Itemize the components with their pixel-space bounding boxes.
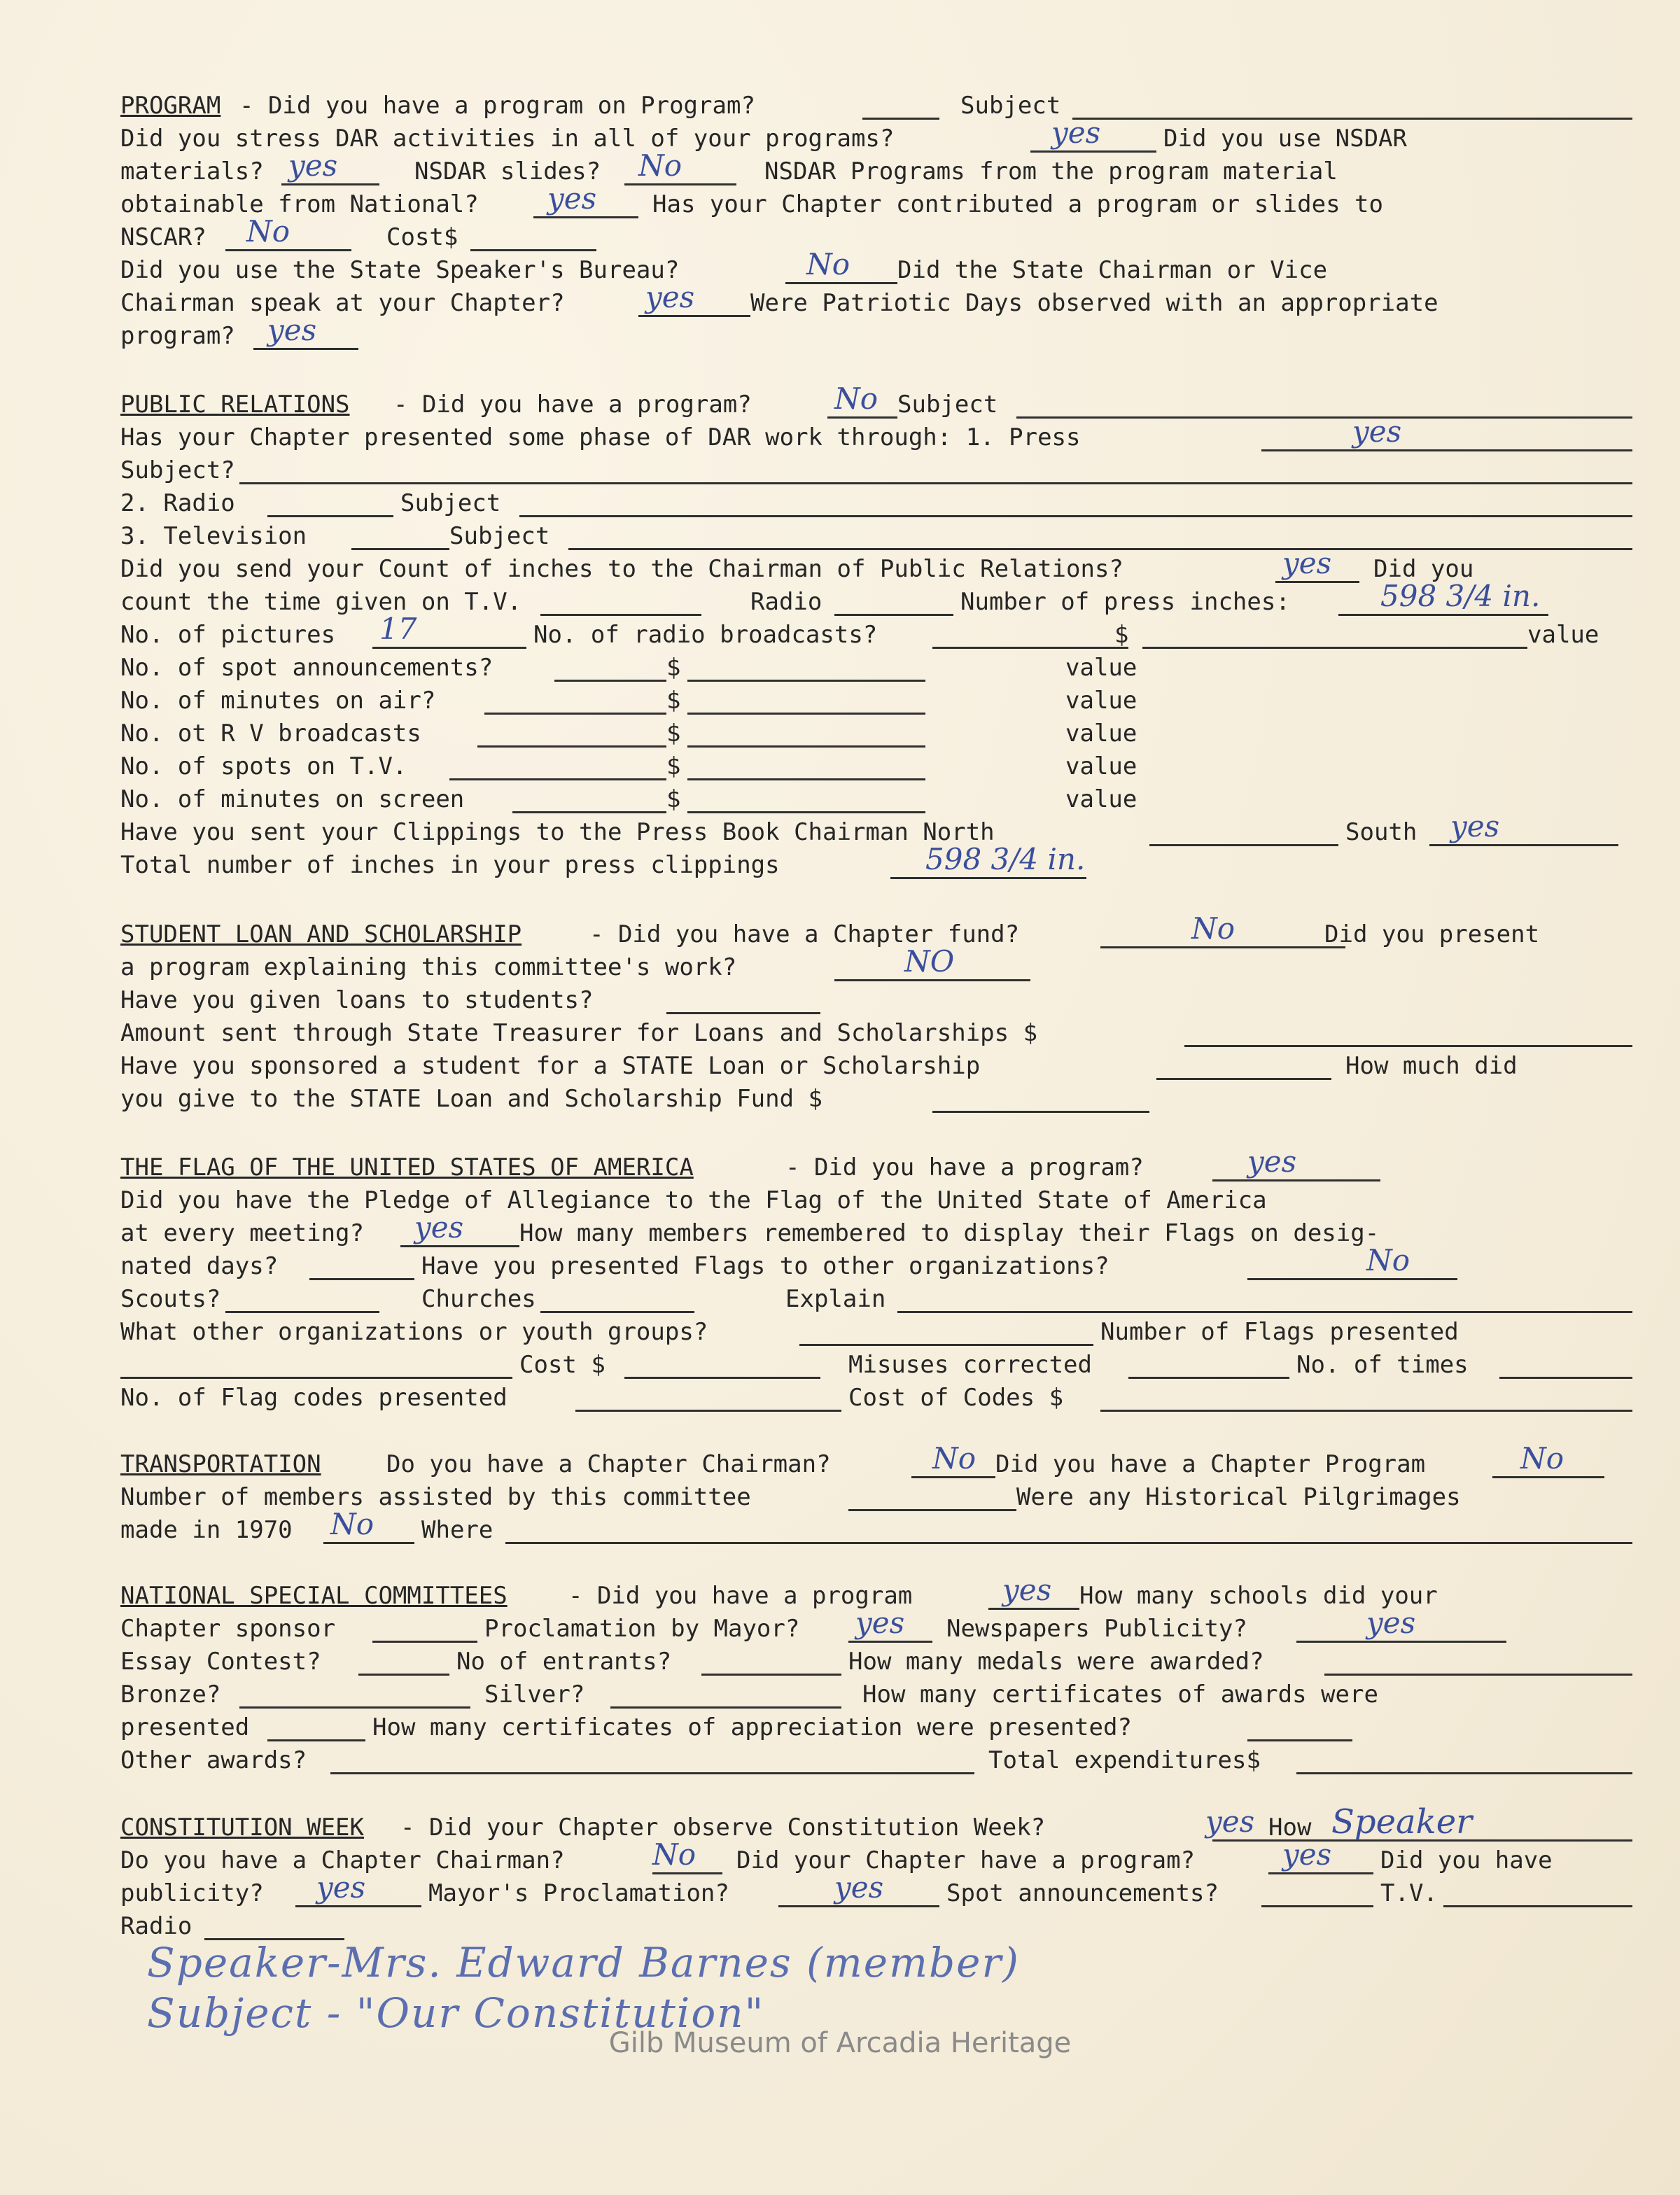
loan-line-5 bbox=[120, 1050, 1632, 1082]
loan-line-4 bbox=[120, 1017, 1632, 1049]
handwritten-answer: yes bbox=[267, 313, 317, 347]
program-line-6 bbox=[120, 247, 1632, 286]
label: - Did your Chapter observe Constitution Week? bbox=[400, 1814, 1046, 1842]
blank-line bbox=[1261, 1877, 1373, 1907]
nsc-line-3 bbox=[120, 1646, 1632, 1678]
flag-line-5 bbox=[120, 1283, 1632, 1315]
label: Has your Chapter presented some phase of DAR work through: 1. Press bbox=[120, 423, 1081, 451]
label: Did you use the State Speaker's Bureau? bbox=[120, 256, 680, 284]
blank-line bbox=[449, 750, 666, 780]
label: No. of minutes on screen bbox=[120, 785, 465, 813]
blank-line bbox=[1443, 1877, 1632, 1907]
nsc-line-2 bbox=[120, 1606, 1632, 1645]
blank-line bbox=[512, 783, 666, 813]
label: Number of Flags presented bbox=[1100, 1318, 1459, 1346]
label: Silver? bbox=[484, 1681, 585, 1709]
blank-line bbox=[687, 685, 925, 715]
loan-line-3 bbox=[120, 984, 1632, 1016]
handwritten-answer: yes bbox=[1352, 414, 1402, 449]
label: made in 1970 bbox=[120, 1516, 293, 1544]
label: How many medals were awarded? bbox=[848, 1648, 1264, 1676]
label: Amount sent through State Treasurer for Loans and Scholarships $ bbox=[120, 1019, 1038, 1047]
label: Subject bbox=[960, 92, 1061, 120]
handwritten-answer: No bbox=[1191, 911, 1236, 946]
label: Did you send your Count of inches to the Chairman of Public Relations? bbox=[120, 555, 1124, 583]
blank-line bbox=[484, 685, 666, 715]
label: - Did you have a program? bbox=[785, 1153, 1144, 1181]
blank-line bbox=[575, 1382, 841, 1412]
blank-line bbox=[1072, 90, 1632, 120]
label: Newspapers Publicity? bbox=[946, 1615, 1247, 1643]
section-title-student-loan: STUDENT LOAN AND SCHOLARSHIP bbox=[120, 920, 522, 948]
label: 3. Television bbox=[120, 522, 307, 550]
label: - Did you have a program on Program? bbox=[239, 92, 755, 120]
loan-line-1 bbox=[120, 911, 1632, 951]
label: value bbox=[1065, 752, 1138, 780]
handwritten-answer: yes bbox=[855, 1606, 905, 1640]
label: 2. Radio bbox=[120, 489, 235, 517]
label: Total expenditures$ bbox=[988, 1746, 1261, 1774]
blank-line bbox=[477, 717, 666, 748]
pr-line-15 bbox=[120, 842, 1632, 881]
label: Radio bbox=[750, 588, 822, 616]
label: No. ot R V broadcasts bbox=[120, 720, 421, 748]
blank-line bbox=[1324, 1646, 1632, 1676]
label: nated days? bbox=[120, 1252, 279, 1280]
pr-line-8 bbox=[120, 612, 1632, 651]
pr-line-2 bbox=[120, 414, 1632, 454]
label: No. of spots on T.V. bbox=[120, 752, 407, 780]
label: Subject bbox=[400, 489, 501, 517]
loan-line-2 bbox=[120, 944, 1632, 983]
blank-line bbox=[519, 487, 1632, 517]
handwritten-answer: yes bbox=[288, 148, 338, 183]
handwritten-answer: yes bbox=[414, 1210, 464, 1244]
label: Did you have the Pledge of Allegiance to the Flag of the United State of America bbox=[120, 1186, 1267, 1214]
blank-line bbox=[666, 984, 820, 1014]
label: value bbox=[1065, 720, 1138, 748]
label: No. of minutes on air? bbox=[120, 687, 436, 715]
blank-line bbox=[540, 1283, 694, 1313]
pr-line-14 bbox=[120, 809, 1632, 848]
handwritten-answer: NO bbox=[904, 944, 955, 979]
loan-line-6 bbox=[120, 1083, 1632, 1115]
label: value bbox=[1065, 654, 1138, 682]
handwritten-answer: No bbox=[806, 247, 850, 281]
blank-line bbox=[701, 1646, 841, 1676]
label: Do you have a Chapter Chairman? bbox=[120, 1846, 565, 1874]
nsc-line-6 bbox=[120, 1744, 1632, 1776]
pr-line-7 bbox=[120, 579, 1632, 618]
handwritten-answer: No bbox=[330, 1507, 374, 1541]
blank-line bbox=[687, 783, 925, 813]
label: How much did bbox=[1345, 1052, 1518, 1080]
handwritten-answer: 598 3/4 in. bbox=[925, 842, 1086, 876]
label: Have you sent your Clippings to the Press Book Chairman North bbox=[120, 818, 995, 846]
label: Chairman speak at your Chapter? bbox=[120, 289, 565, 317]
label: Number of press inches: bbox=[960, 588, 1290, 616]
program-line-2 bbox=[120, 115, 1632, 155]
label: Have you presented Flags to other organizations? bbox=[421, 1252, 1110, 1280]
trans-line-3 bbox=[120, 1507, 1632, 1546]
blank-line bbox=[351, 520, 449, 550]
trans-line-1 bbox=[120, 1441, 1632, 1480]
handwritten-answer: yes bbox=[316, 1870, 366, 1905]
handwritten-answer: yes bbox=[1282, 1837, 1332, 1872]
handwritten-answer: No bbox=[932, 1441, 976, 1475]
handwritten-answer: yes bbox=[1450, 809, 1500, 843]
blank-line bbox=[540, 586, 701, 616]
blank-line bbox=[687, 717, 925, 748]
flag-line-8 bbox=[120, 1382, 1632, 1414]
pr-line-1 bbox=[120, 381, 1632, 421]
label: a program explaining this committee's work? bbox=[120, 953, 737, 981]
label: Were any Historical Pilgrimages bbox=[1016, 1483, 1461, 1511]
label: Mayor's Proclamation? bbox=[428, 1879, 729, 1907]
label: - Did you have a Chapter fund? bbox=[589, 920, 1020, 948]
label: - Did you have a program bbox=[568, 1582, 913, 1610]
handwritten-answer: yes bbox=[834, 1870, 884, 1905]
blank-line bbox=[358, 1646, 449, 1676]
blank-line bbox=[267, 1711, 365, 1741]
blank-line bbox=[834, 586, 953, 616]
pr-line-12 bbox=[120, 750, 1632, 783]
handwritten-answer: No bbox=[834, 381, 878, 416]
label: Bronze? bbox=[120, 1681, 221, 1709]
label: Subject? bbox=[120, 456, 235, 484]
label: Proclamation by Mayor? bbox=[484, 1615, 800, 1643]
blank-line bbox=[897, 1283, 1632, 1313]
blank-line bbox=[1100, 1382, 1632, 1412]
label: $ bbox=[666, 654, 681, 682]
label: Were Patriotic Days observed with an appropriate bbox=[750, 289, 1438, 317]
blank-line bbox=[1184, 1017, 1632, 1047]
label: Did you have a Chapter Program bbox=[995, 1450, 1426, 1478]
blank-line bbox=[1499, 1349, 1632, 1379]
label: How many members remembered to display their Flags on desig- bbox=[519, 1219, 1380, 1247]
label: No. of radio broadcasts? bbox=[533, 621, 878, 649]
label: T.V. bbox=[1380, 1879, 1438, 1907]
handwritten-answer: yes bbox=[1247, 1144, 1297, 1179]
handwritten-answer: No bbox=[1366, 1243, 1410, 1277]
label: Other awards? bbox=[120, 1746, 307, 1774]
blank-line bbox=[862, 90, 939, 120]
program-line-1 bbox=[120, 90, 1632, 122]
label: Subject bbox=[449, 522, 550, 550]
const-line-1 bbox=[120, 1802, 1632, 1844]
watermark-footer: Gilb Museum of Arcadia Heritage bbox=[608, 2027, 1072, 2059]
label: No. of Flag codes presented bbox=[120, 1384, 507, 1412]
handwritten-answer: No bbox=[1520, 1441, 1564, 1475]
label: obtainable from National? bbox=[120, 190, 479, 218]
label: value bbox=[1065, 687, 1138, 715]
label: Has your Chapter contributed a program or slides to bbox=[652, 190, 1383, 218]
handwritten-answer: 598 3/4 in. bbox=[1380, 579, 1541, 613]
handwritten-note-subject: Subject - "Our Constitution" bbox=[147, 1989, 765, 2037]
blank-line bbox=[624, 1349, 820, 1379]
handwritten-answer: No bbox=[246, 214, 290, 248]
label: count the time given on T.V. bbox=[120, 588, 522, 616]
handwritten-answer: No bbox=[638, 148, 682, 183]
program-line-8 bbox=[120, 313, 1632, 352]
label: NSDAR slides? bbox=[414, 157, 601, 185]
section-title-transportation: TRANSPORTATION bbox=[120, 1450, 321, 1478]
label: Radio bbox=[120, 1912, 192, 1940]
label: South bbox=[1345, 818, 1418, 846]
label: value bbox=[1065, 785, 1138, 813]
label: Have you sponsored a student for a STATE Loan or Scholarship bbox=[120, 1052, 981, 1080]
label: presented bbox=[120, 1713, 250, 1741]
section-title-constitution-week: CONSTITUTION WEEK bbox=[120, 1814, 364, 1842]
label: Misuses corrected bbox=[848, 1351, 1092, 1379]
blank-line bbox=[799, 1316, 1093, 1346]
label: $ bbox=[666, 687, 681, 715]
blank-line bbox=[1128, 1349, 1289, 1379]
label: Where bbox=[421, 1516, 493, 1544]
label: Cost $ bbox=[519, 1351, 606, 1379]
label: Did your Chapter have a program? bbox=[736, 1846, 1196, 1874]
program-line-7 bbox=[120, 280, 1632, 319]
flag-line-2 bbox=[120, 1184, 1632, 1216]
blank-line bbox=[932, 1083, 1149, 1113]
label: Cost of Codes $ bbox=[848, 1384, 1064, 1412]
blank-line bbox=[1296, 1744, 1632, 1774]
handwritten-answer: yes bbox=[1366, 1606, 1416, 1640]
flag-line-7 bbox=[120, 1349, 1632, 1381]
blank-line bbox=[225, 1283, 379, 1313]
blank-line bbox=[267, 487, 393, 517]
label: What other organizations or youth groups? bbox=[120, 1318, 708, 1346]
blank-line bbox=[1156, 1050, 1331, 1080]
blank-line bbox=[239, 1678, 470, 1709]
handwritten-answer: yes bbox=[1051, 115, 1101, 150]
blank-line bbox=[932, 619, 1128, 649]
label: How many schools did your bbox=[1079, 1582, 1438, 1610]
blank-line bbox=[309, 1250, 414, 1280]
label: $ bbox=[666, 752, 681, 780]
label: value bbox=[1527, 621, 1600, 649]
label: Total number of inches in your press clippings bbox=[120, 851, 780, 879]
label: $ bbox=[666, 785, 681, 813]
blank-line bbox=[330, 1744, 974, 1774]
pr-line-4 bbox=[120, 487, 1632, 519]
section-title-program: PROGRAM bbox=[120, 92, 221, 120]
label: NSCAR? bbox=[120, 223, 206, 251]
blank-line bbox=[1016, 388, 1632, 419]
label: $ bbox=[666, 720, 681, 748]
blank-line bbox=[470, 221, 596, 251]
label: Did the State Chairman or Vice bbox=[897, 256, 1328, 284]
label: Did you have bbox=[1380, 1846, 1553, 1874]
label: Do you have a Chapter Chairman? bbox=[386, 1450, 831, 1478]
blank-line bbox=[687, 652, 925, 682]
handwritten-answer: yes bbox=[547, 181, 597, 216]
pr-line-5 bbox=[120, 520, 1632, 552]
blank-line bbox=[505, 1514, 1632, 1544]
label: Explain bbox=[785, 1285, 886, 1313]
label: Did you present bbox=[1324, 920, 1540, 948]
label: Did you bbox=[1373, 555, 1474, 583]
blank-line bbox=[1247, 1250, 1457, 1280]
blank-line bbox=[568, 520, 1632, 550]
pr-line-10 bbox=[120, 685, 1632, 717]
blank-line bbox=[848, 1481, 1016, 1511]
handwritten-answer: yes bbox=[1002, 1573, 1052, 1607]
handwritten-answer: Speaker bbox=[1331, 1802, 1473, 1842]
label: at every meeting? bbox=[120, 1219, 364, 1247]
label: $ bbox=[1114, 621, 1129, 649]
label: No. of times bbox=[1296, 1351, 1469, 1379]
blank-line bbox=[554, 652, 666, 682]
label: program? bbox=[120, 322, 235, 350]
section-title-flag: THE FLAG OF THE UNITED STATES OF AMERICA bbox=[120, 1153, 694, 1181]
label: NSDAR Programs from the program material bbox=[764, 157, 1338, 185]
label: Cost$ bbox=[386, 223, 458, 251]
pr-line-3 bbox=[120, 454, 1632, 486]
nsc-line-5 bbox=[120, 1711, 1632, 1744]
flag-line-6 bbox=[120, 1316, 1632, 1348]
blank-line bbox=[1247, 1711, 1352, 1741]
pr-line-9 bbox=[120, 652, 1632, 684]
blank-line bbox=[610, 1678, 841, 1709]
program-line-3 bbox=[120, 148, 1632, 188]
label: Chapter sponsor bbox=[120, 1615, 336, 1643]
handwritten-note-speaker: Speaker-Mrs. Edward Barnes (member) bbox=[147, 1939, 1020, 1986]
label: How many certificates of appreciation were presented? bbox=[372, 1713, 1132, 1741]
blank-line bbox=[204, 1910, 344, 1940]
const-line-3 bbox=[120, 1870, 1632, 1909]
label: Have you given loans to students? bbox=[120, 986, 594, 1014]
label: Subject bbox=[897, 391, 998, 419]
label: publicity? bbox=[120, 1879, 264, 1907]
blank-line bbox=[1261, 421, 1632, 451]
label: materials? bbox=[120, 157, 264, 185]
section-title-national-special-committees: NATIONAL SPECIAL COMMITTEES bbox=[120, 1582, 507, 1610]
handwritten-answer: yes bbox=[645, 280, 695, 314]
label: No of entrants? bbox=[456, 1648, 672, 1676]
label: Essay Contest? bbox=[120, 1648, 321, 1676]
nsc-line-4 bbox=[120, 1678, 1632, 1711]
pr-line-13 bbox=[120, 783, 1632, 815]
pr-line-11 bbox=[120, 717, 1632, 750]
blank-line bbox=[1142, 619, 1527, 649]
program-line-5 bbox=[120, 214, 1632, 253]
label: No. of spot announcements? bbox=[120, 654, 493, 682]
section-title-public-relations: PUBLIC RELATIONS bbox=[120, 391, 350, 419]
label: No. of pictures bbox=[120, 621, 336, 649]
label: - Did you have a program? bbox=[393, 391, 752, 419]
const-line-4 bbox=[120, 1910, 1632, 1942]
label: How bbox=[1268, 1814, 1312, 1842]
label: Scouts? bbox=[120, 1285, 221, 1313]
blank-line bbox=[239, 454, 1632, 484]
label: How many certificates of awards were bbox=[862, 1681, 1378, 1709]
blank-line bbox=[372, 1613, 477, 1643]
blank-line bbox=[687, 750, 925, 780]
label: Spot announcements? bbox=[946, 1879, 1219, 1907]
label: you give to the STATE Loan and Scholarship Fund $ bbox=[120, 1085, 823, 1113]
handwritten-answer: 17 bbox=[379, 612, 417, 646]
flag-line-1 bbox=[120, 1144, 1632, 1184]
label: Churches bbox=[421, 1285, 536, 1313]
label: Did you use NSDAR bbox=[1163, 125, 1407, 153]
label: Number of members assisted by this committee bbox=[120, 1483, 751, 1511]
handwritten-answer: yes bbox=[1282, 546, 1332, 580]
program-line-4 bbox=[120, 181, 1632, 220]
label: Did you stress DAR activities in all of your programs? bbox=[120, 125, 895, 153]
flag-line-4 bbox=[120, 1243, 1632, 1282]
blank-line bbox=[1149, 816, 1338, 846]
handwritten-answer: No bbox=[652, 1837, 696, 1872]
handwritten-answer: yes bbox=[1205, 1804, 1255, 1839]
blank-line bbox=[120, 1349, 512, 1379]
